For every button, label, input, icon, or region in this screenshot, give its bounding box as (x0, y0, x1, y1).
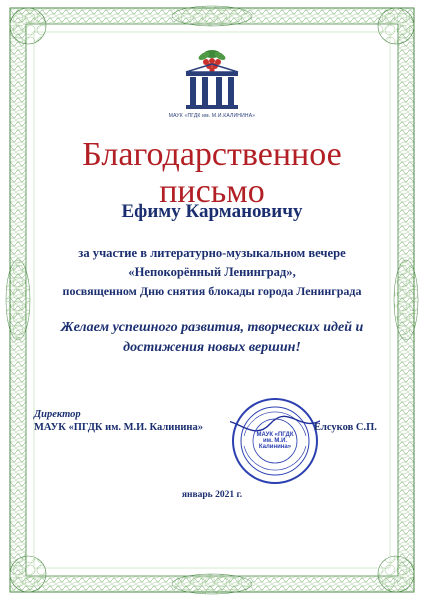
columns-with-rowan-berries-icon (182, 44, 242, 114)
recipient-name: Ефиму Кармановичу (121, 201, 303, 222)
wish-line-1: Желаем успешного развития, творческих идей и (60, 320, 364, 335)
body-line-2: «Непокорённый Ленинград», (128, 265, 296, 279)
document-title-line-2: письмо (159, 173, 265, 210)
signatory-organization: МАУК «ПГДК им. М.И. Калинина» (34, 422, 203, 433)
wish-line-2: достижения новых вершин! (123, 340, 301, 355)
body-line-3: посвященном Дню снятия блокады города Ленинграда (62, 284, 362, 298)
document-title-line-1: Благодарственное (82, 136, 342, 173)
stamp-text: МАУК «ПГДК им. М.И. Калинина» (256, 432, 294, 450)
logo-caption: МАУК «ПГДК им. М.И.КАЛИНИНА» (168, 113, 256, 119)
signatory-name: Елсуков С.П. (314, 422, 377, 433)
body-line-1: за участие в литературно-музыкальном вечере (78, 246, 346, 260)
document-date: январь 2021 г. (181, 490, 243, 500)
signatory-role: Директор (34, 409, 81, 420)
